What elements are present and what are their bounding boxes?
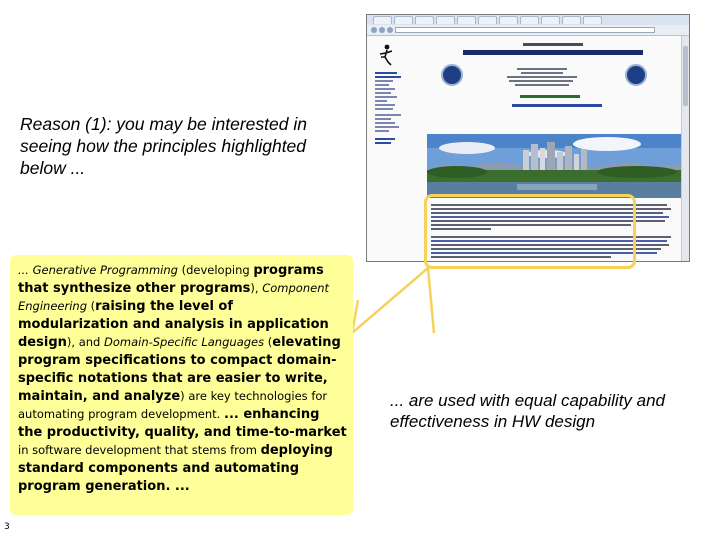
sidebar-link — [375, 72, 397, 74]
quote-emphasis: deploying standard components and automating program generation. ... — [18, 443, 333, 494]
quote-emphasis: raising the level of modularization and analysis in application design — [18, 299, 329, 350]
scrollbar-thumb — [683, 46, 688, 106]
early-registration-link — [512, 104, 602, 107]
quote-text: in software development that stems from — [18, 443, 261, 457]
sidebar-link — [375, 126, 399, 128]
browser-tab — [415, 16, 434, 24]
sidebar-link — [375, 142, 391, 144]
browser-tab — [457, 16, 476, 24]
reason-text: Reason (1): you may be interested in seeing how the principles highlighted below ... — [20, 114, 307, 178]
sidebar-link — [375, 114, 401, 116]
browser-tab — [541, 16, 560, 24]
quote-emphasis: ... enhancing the productivity, quality, and time-to-market — [18, 407, 347, 440]
info-line — [517, 68, 567, 70]
quote-text: Domain-Specific Languages — [103, 335, 265, 349]
quote-text: (developing — [177, 263, 254, 277]
quote-text: ( — [87, 299, 96, 313]
browser-tab — [520, 16, 539, 24]
sidebar-link — [375, 138, 395, 140]
back-icon — [371, 27, 377, 33]
conference-title-lines — [433, 42, 673, 62]
browser-tab — [562, 16, 581, 24]
registration-link — [520, 95, 580, 98]
quote-text: ), and — [66, 335, 104, 349]
page-scrollbar — [681, 36, 689, 262]
quote-emphasis: programs that synthesize other programs — [18, 263, 324, 296]
info-line — [509, 80, 573, 82]
browser-tab — [436, 16, 455, 24]
address-bar — [395, 27, 655, 33]
quote-text: ( — [264, 335, 273, 349]
info-line — [507, 76, 577, 78]
browser-tab-bar — [367, 15, 689, 25]
gpce-badge-icon — [441, 64, 463, 86]
browser-tab — [394, 16, 413, 24]
sidebar-link — [375, 80, 393, 82]
sidebar-link — [375, 108, 393, 110]
quote-box — [10, 255, 353, 515]
forward-icon — [379, 27, 385, 33]
logo-icon — [377, 44, 395, 66]
quote-text: ), — [250, 281, 263, 295]
quote-text: Component Engineering — [18, 281, 329, 313]
hw-design-text: ... are used with equal capability and effectiveness in HW design — [390, 391, 666, 431]
info-line — [521, 72, 563, 74]
sidebar-link — [375, 118, 391, 120]
sidebar-link — [375, 88, 395, 90]
denver-skyline-image — [427, 134, 681, 198]
browser-tab — [499, 16, 518, 24]
browser-toolbar — [367, 25, 689, 36]
sidebar-link — [375, 96, 397, 98]
sidebar-link — [375, 122, 395, 124]
quote-emphasis: elevating program specifications to compact domain-specific notations that are easier to write, maintain, and analyze — [18, 335, 341, 404]
reload-icon — [387, 27, 393, 33]
sidebar-link — [375, 92, 391, 94]
info-line — [515, 84, 569, 86]
sidebar-link — [375, 104, 395, 106]
sidebar-link — [375, 76, 401, 78]
browser-tab — [478, 16, 497, 24]
highlight-box — [424, 194, 636, 269]
sidebar-link — [375, 130, 389, 132]
sidebar-link — [375, 84, 389, 86]
quote-text: ) are key technologies for automating program development. — [18, 389, 328, 421]
quote-text: ... Generative Programming — [18, 263, 178, 277]
sidebar-link — [375, 100, 387, 102]
gpce-badge-icon — [625, 64, 647, 86]
browser-tab — [373, 16, 392, 24]
slide-number: 3 — [4, 522, 10, 532]
page-sidebar — [373, 42, 417, 242]
browser-tab — [583, 16, 602, 24]
conference-header — [433, 42, 673, 64]
